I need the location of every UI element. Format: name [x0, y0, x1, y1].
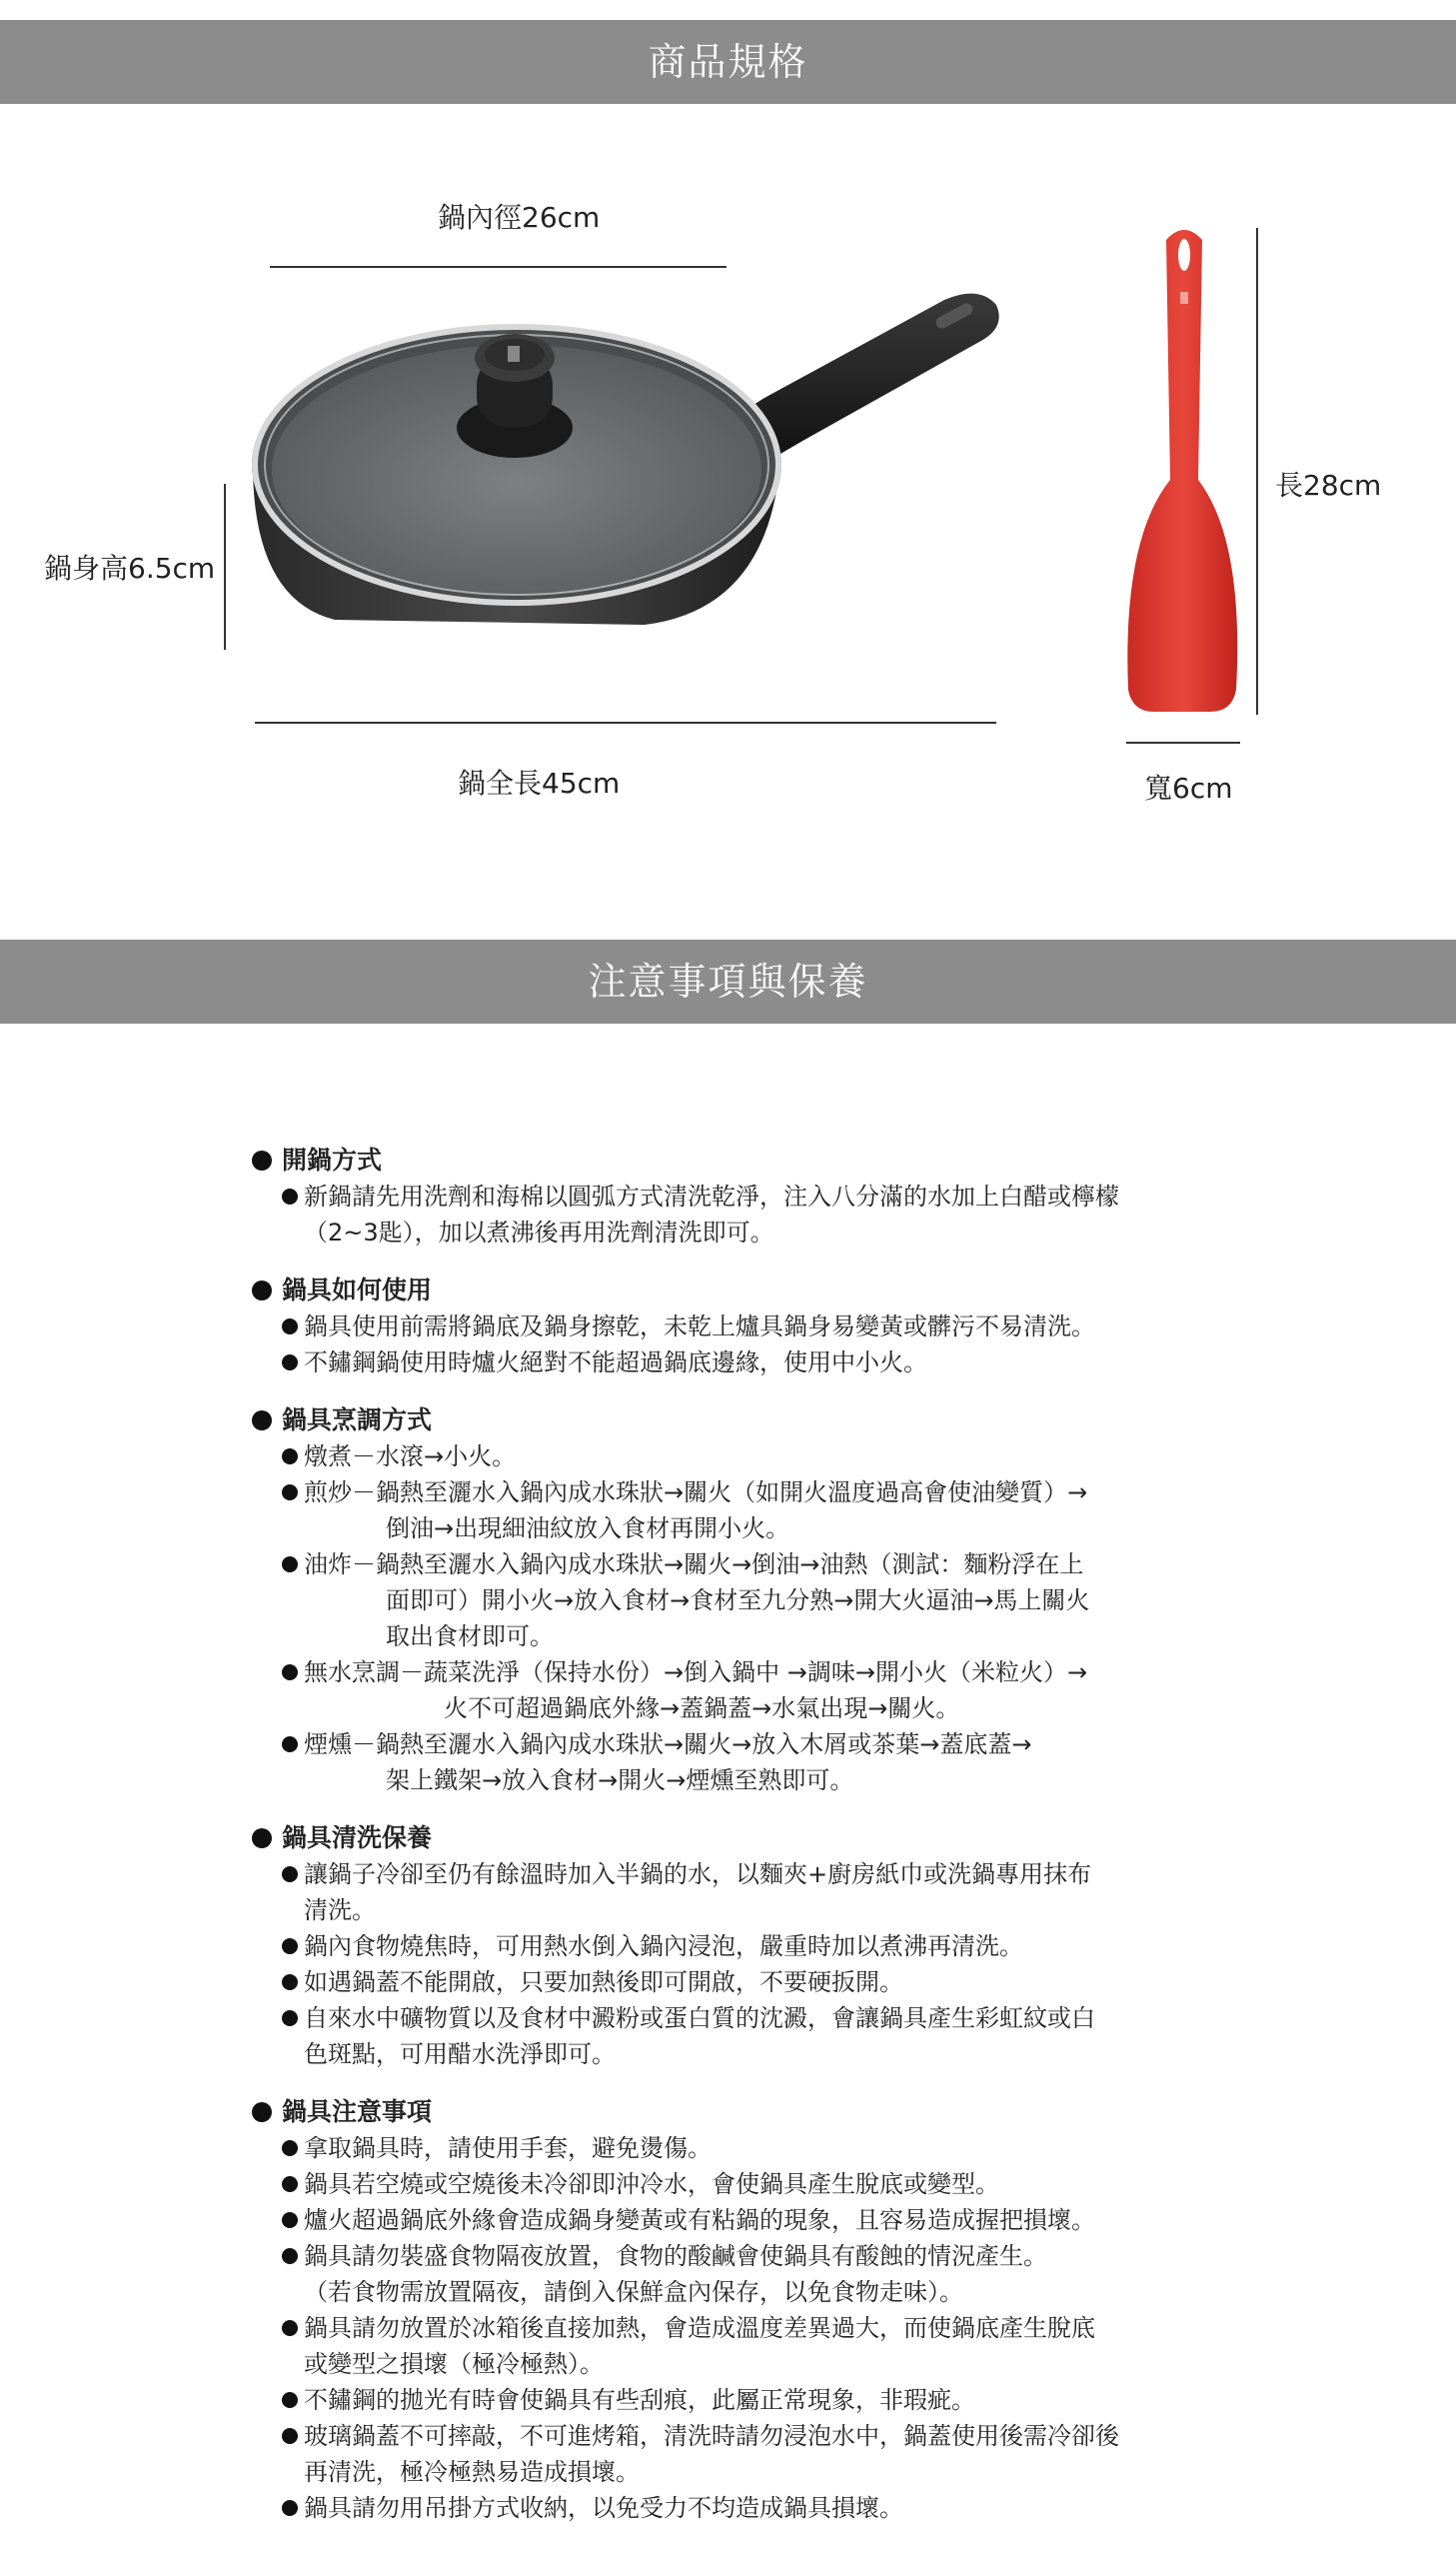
item-line: 鍋具若空燒或空燒後未冷卻即沖冷水，會使鍋具產生脫底或變型。: [304, 2170, 999, 2198]
body-height-label: 鍋身高6.5cm: [44, 552, 216, 585]
section-title-cleaning: 鍋具清洗保養: [252, 1820, 1231, 1856]
inner-diameter-line: [270, 266, 727, 268]
item-line: 不鏽鋼的拋光有時會使鍋具有些刮痕，此屬正常現象，非瑕疵。: [304, 2386, 975, 2414]
item-line: 架上鐵架→放入食材→開火→煙燻至熟即可。: [386, 1766, 854, 1794]
item-line: 玻璃鍋蓋不可摔敲，不可進烤箱，清洗時請勿浸泡水中，鍋蓋使用後需冷卻後: [304, 2422, 1119, 2450]
list-item: [280, 1654, 1231, 1726]
item-line: （若食物需放置隔夜，請倒入保鮮盒內保存，以免食物走味）。: [304, 2278, 963, 2306]
item-line: 爐火超過鍋底外緣會造成鍋身變黃或有粘鍋的現象，且容易造成握把損壞。: [304, 2206, 1095, 2234]
item-line: 新鍋請先用洗劑和海棉以圓弧方式清洗乾淨，注入八分滿的水加上白醋或檸檬: [304, 1183, 1119, 1211]
list-item: [280, 2202, 1231, 2238]
item-line: 拿取鍋具時，請使用手套，避免燙傷。: [304, 2134, 712, 2162]
list-item: [280, 2000, 1231, 2072]
list-item: [280, 2238, 1231, 2310]
list-item: [280, 2130, 1231, 2166]
list-item: [280, 1546, 1231, 1654]
item-line: 無水烹調－蔬菜洗淨（保持水份）→倒入鍋中 →調味→開小火（米粒火）→: [304, 1658, 1088, 1686]
item-line: 鍋具請勿放置於冰箱後直接加熱，會造成溫度差異過大，而使鍋底產生脫底: [304, 2314, 1095, 2342]
section-title-caution: 鍋具注意事項: [252, 2094, 1231, 2130]
total-length-label: 鍋全長45cm: [458, 767, 621, 800]
item-line: 鍋具請勿用吊掛方式收納，以免受力不均造成鍋具損壞。: [304, 2494, 903, 2522]
item-line: （2~3匙），加以煮沸後再用洗劑清洗即可。: [304, 1219, 774, 1247]
item-line: 鍋內食物燒焦時，可用熱水倒入鍋內浸泡，嚴重時加以煮沸再清洗。: [304, 1932, 1023, 1960]
item-line: 倒油→出現細油紋放入食材再開小火。: [386, 1514, 790, 1542]
list-item: [280, 1308, 1231, 1344]
item-line: 鍋具使用前需將鍋底及鍋身擦乾，未乾上爐具鍋身易變黃或髒污不易清洗。: [304, 1312, 1095, 1340]
item-line: 如遇鍋蓋不能開啟，只要加熱後即可開啟，不要硬扳開。: [304, 1968, 903, 1996]
body-height-line: [224, 484, 226, 650]
list-item: [280, 1474, 1231, 1546]
spatula-length-label: 長28cm: [1275, 469, 1382, 502]
item-line: 燉煮－水滾→小火。: [304, 1442, 517, 1470]
item-line: 煎炒－鍋熱至灑水入鍋內成水珠狀→關火（如開火溫度過高會使油變質）→: [304, 1478, 1088, 1506]
item-line: 讓鍋子冷卻至仍有餘溫時加入半鍋的水，以麵夾+廚房紙巾或洗鍋專用抹布: [304, 1860, 1092, 1888]
spatula-image: [1114, 220, 1254, 720]
item-line: 面即可）開小火→放入食材→食材至九分熟→開大火逼油→馬上關火: [386, 1586, 1090, 1614]
item-line: 取出食材即可。: [386, 1622, 554, 1650]
list-item: [280, 1928, 1231, 1964]
spatula-length-line: [1256, 228, 1258, 715]
list-item: [280, 2418, 1231, 2490]
item-line: 清洗。: [304, 1896, 376, 1924]
list-item: [280, 2490, 1231, 2526]
item-line: 再清洗，極冷極熱易造成損壞。: [304, 2458, 640, 2486]
item-line: 煙燻－鍋熱至灑水入鍋內成水珠狀→關火→放入木屑或茶葉→蓋底蓋→: [304, 1730, 1032, 1758]
spatula-width-line: [1126, 742, 1240, 744]
care-banner: 注意事項與保養: [0, 940, 1456, 1024]
list-item: [280, 1964, 1231, 2000]
item-line: 不鏽鋼鍋使用時爐火絕對不能超過鍋底邊緣，使用中小火。: [304, 1348, 927, 1376]
list-item: [280, 1856, 1231, 1928]
section-title-opening: 開鍋方式: [252, 1143, 1231, 1179]
item-line: 鍋具請勿裝盛食物隔夜放置，食物的酸鹹會使鍋具有酸蝕的情況產生。: [304, 2242, 1047, 2270]
item-line: 自來水中礦物質以及食材中澱粉或蛋白質的沈澱，會讓鍋具產生彩虹紋或白: [304, 2004, 1095, 2032]
total-length-line: [255, 722, 996, 724]
list-item: [280, 2310, 1231, 2382]
inner-diameter-label: 鍋內徑26cm: [438, 201, 601, 234]
list-item: [280, 1179, 1231, 1251]
item-line: 油炸－鍋熱至灑水入鍋內成水珠狀→關火→倒油→油熱（測試：麵粉浮在上: [304, 1550, 1084, 1578]
care-content: [252, 1135, 1231, 2526]
item-line: 或變型之損壞（極冷極熱）。: [304, 2350, 604, 2378]
spatula-width-label: 寬6cm: [1144, 772, 1233, 805]
section-title-cooking: 鍋具烹調方式: [252, 1402, 1231, 1438]
list-item: [280, 1438, 1231, 1474]
spec-banner: 商品規格: [0, 20, 1456, 104]
item-line: 火不可超過鍋底外緣→蓋鍋蓋→水氣出現→關火。: [444, 1694, 960, 1722]
section-title-usage: 鍋具如何使用: [252, 1273, 1231, 1308]
item-line: 色斑點，可用醋水洗淨即可。: [304, 2040, 616, 2068]
list-item: [280, 1344, 1231, 1380]
list-item: [280, 1726, 1231, 1798]
frying-pan-image: [245, 280, 1024, 650]
list-item: [280, 2166, 1231, 2202]
list-item: [280, 2382, 1231, 2418]
